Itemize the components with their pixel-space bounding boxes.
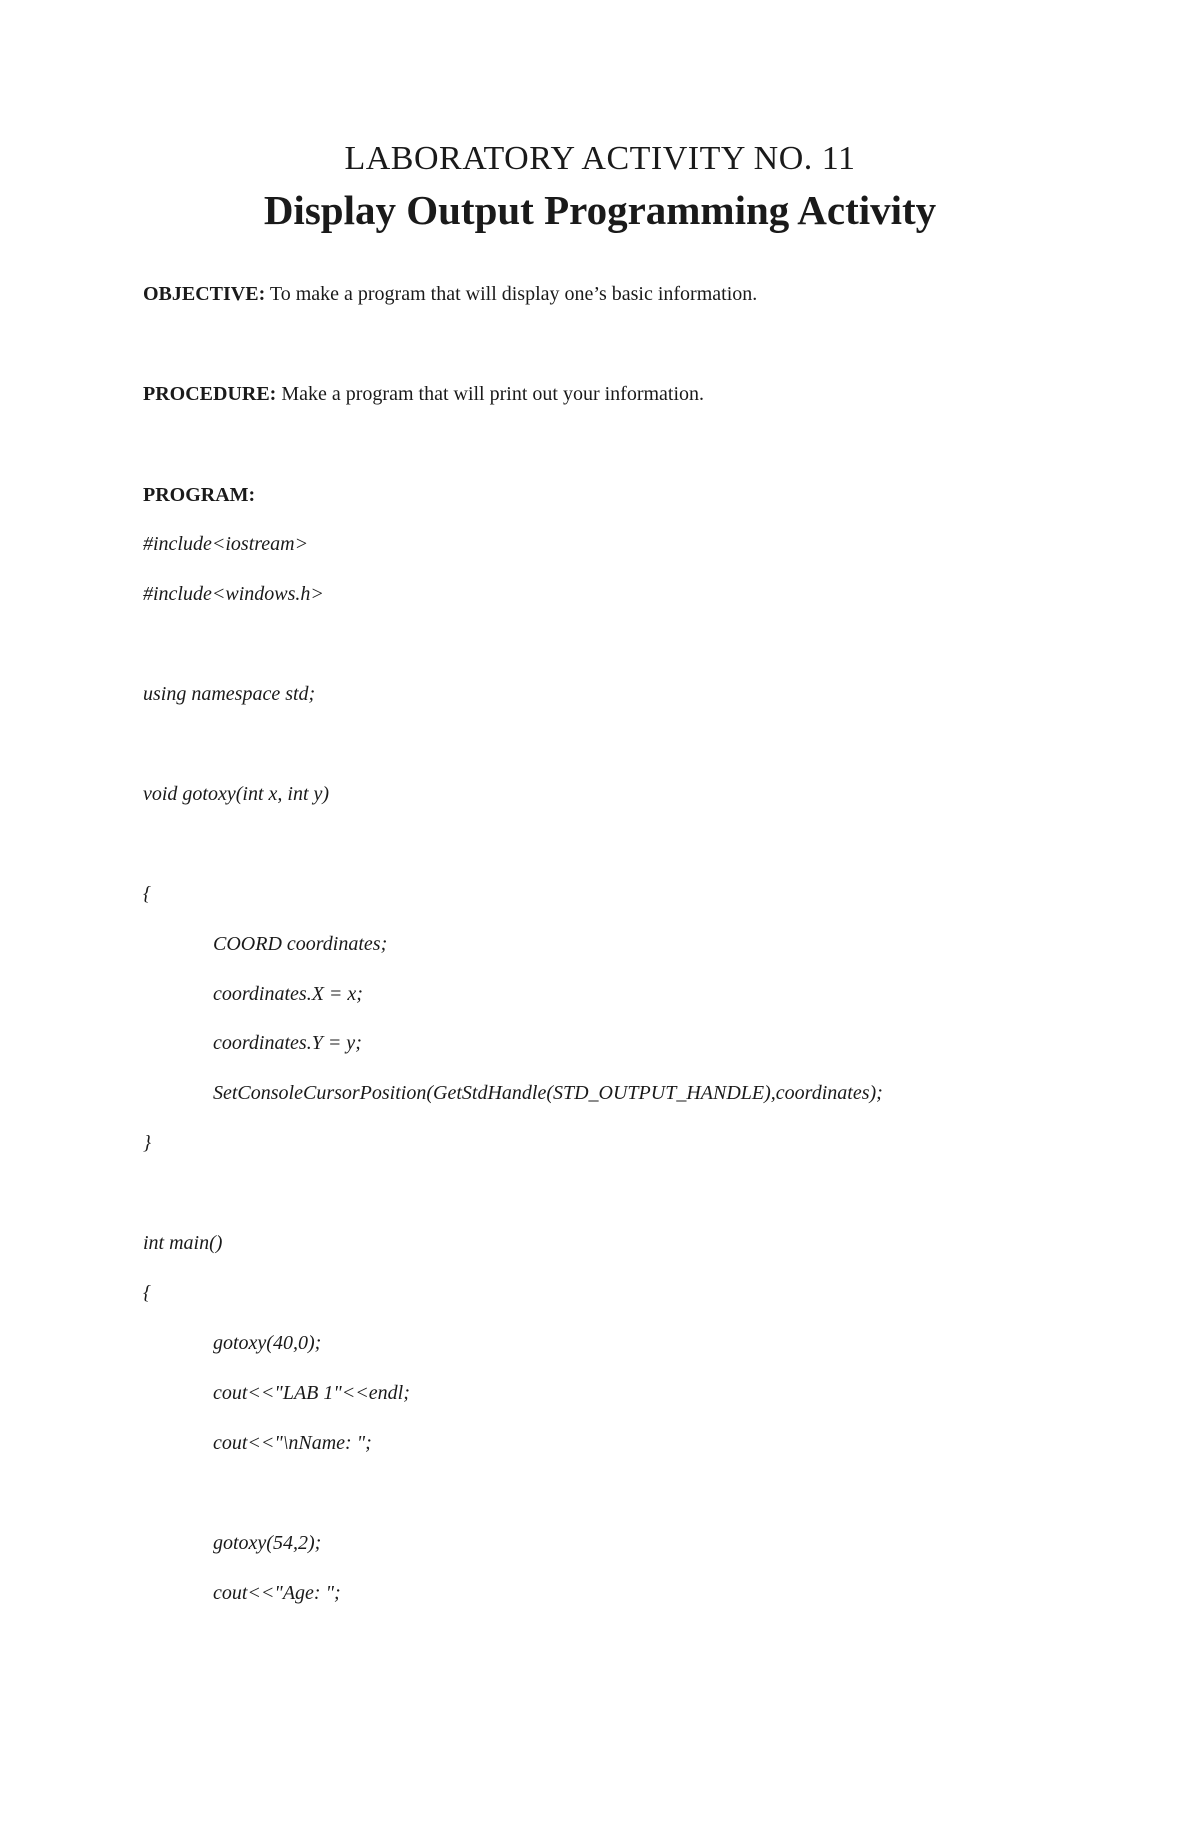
objective-paragraph [143, 283, 757, 306]
code-line: void gotoxy(int x, int y) [143, 783, 330, 805]
code-line: cout<<"Age: "; [213, 1582, 341, 1604]
objective-text: To make a program that will display one’s basic information. [265, 283, 758, 305]
lab-activity-number: LABORATORY ACTIVITY NO. 11 [344, 140, 856, 177]
procedure-label: PROCEDURE: [143, 383, 277, 405]
code-line: cout<<"\nName: "; [213, 1432, 372, 1454]
code-line: coordinates.X = x; [213, 983, 363, 1005]
activity-title: Display Output Programming Activity [263, 187, 937, 233]
program-heading [143, 484, 255, 507]
code-line: } [143, 1132, 151, 1154]
objective-label: OBJECTIVE: [143, 283, 266, 305]
code-line: int main() [143, 1232, 223, 1254]
code-line: SetConsoleCursorPosition(GetStdHandle(STD_OUTPUT_HANDLE),coordinates); [213, 1082, 883, 1104]
code-line: { [143, 1282, 151, 1304]
code-line: { [143, 883, 151, 905]
procedure-text: Make a program that will print out your information. [276, 383, 705, 405]
code-line: #include<windows.h> [143, 583, 324, 605]
code-line: gotoxy(40,0); [213, 1332, 322, 1354]
code-line: #include<iostream> [143, 533, 309, 555]
code-line: gotoxy(54,2); [213, 1532, 322, 1554]
code-line: COORD coordinates; [213, 933, 388, 955]
code-line: using namespace std; [143, 683, 316, 705]
program-label: PROGRAM: [143, 484, 256, 506]
procedure-paragraph [143, 383, 704, 406]
code-line: coordinates.Y = y; [213, 1032, 362, 1054]
code-line: cout<<"LAB 1"<<endl; [213, 1382, 410, 1404]
